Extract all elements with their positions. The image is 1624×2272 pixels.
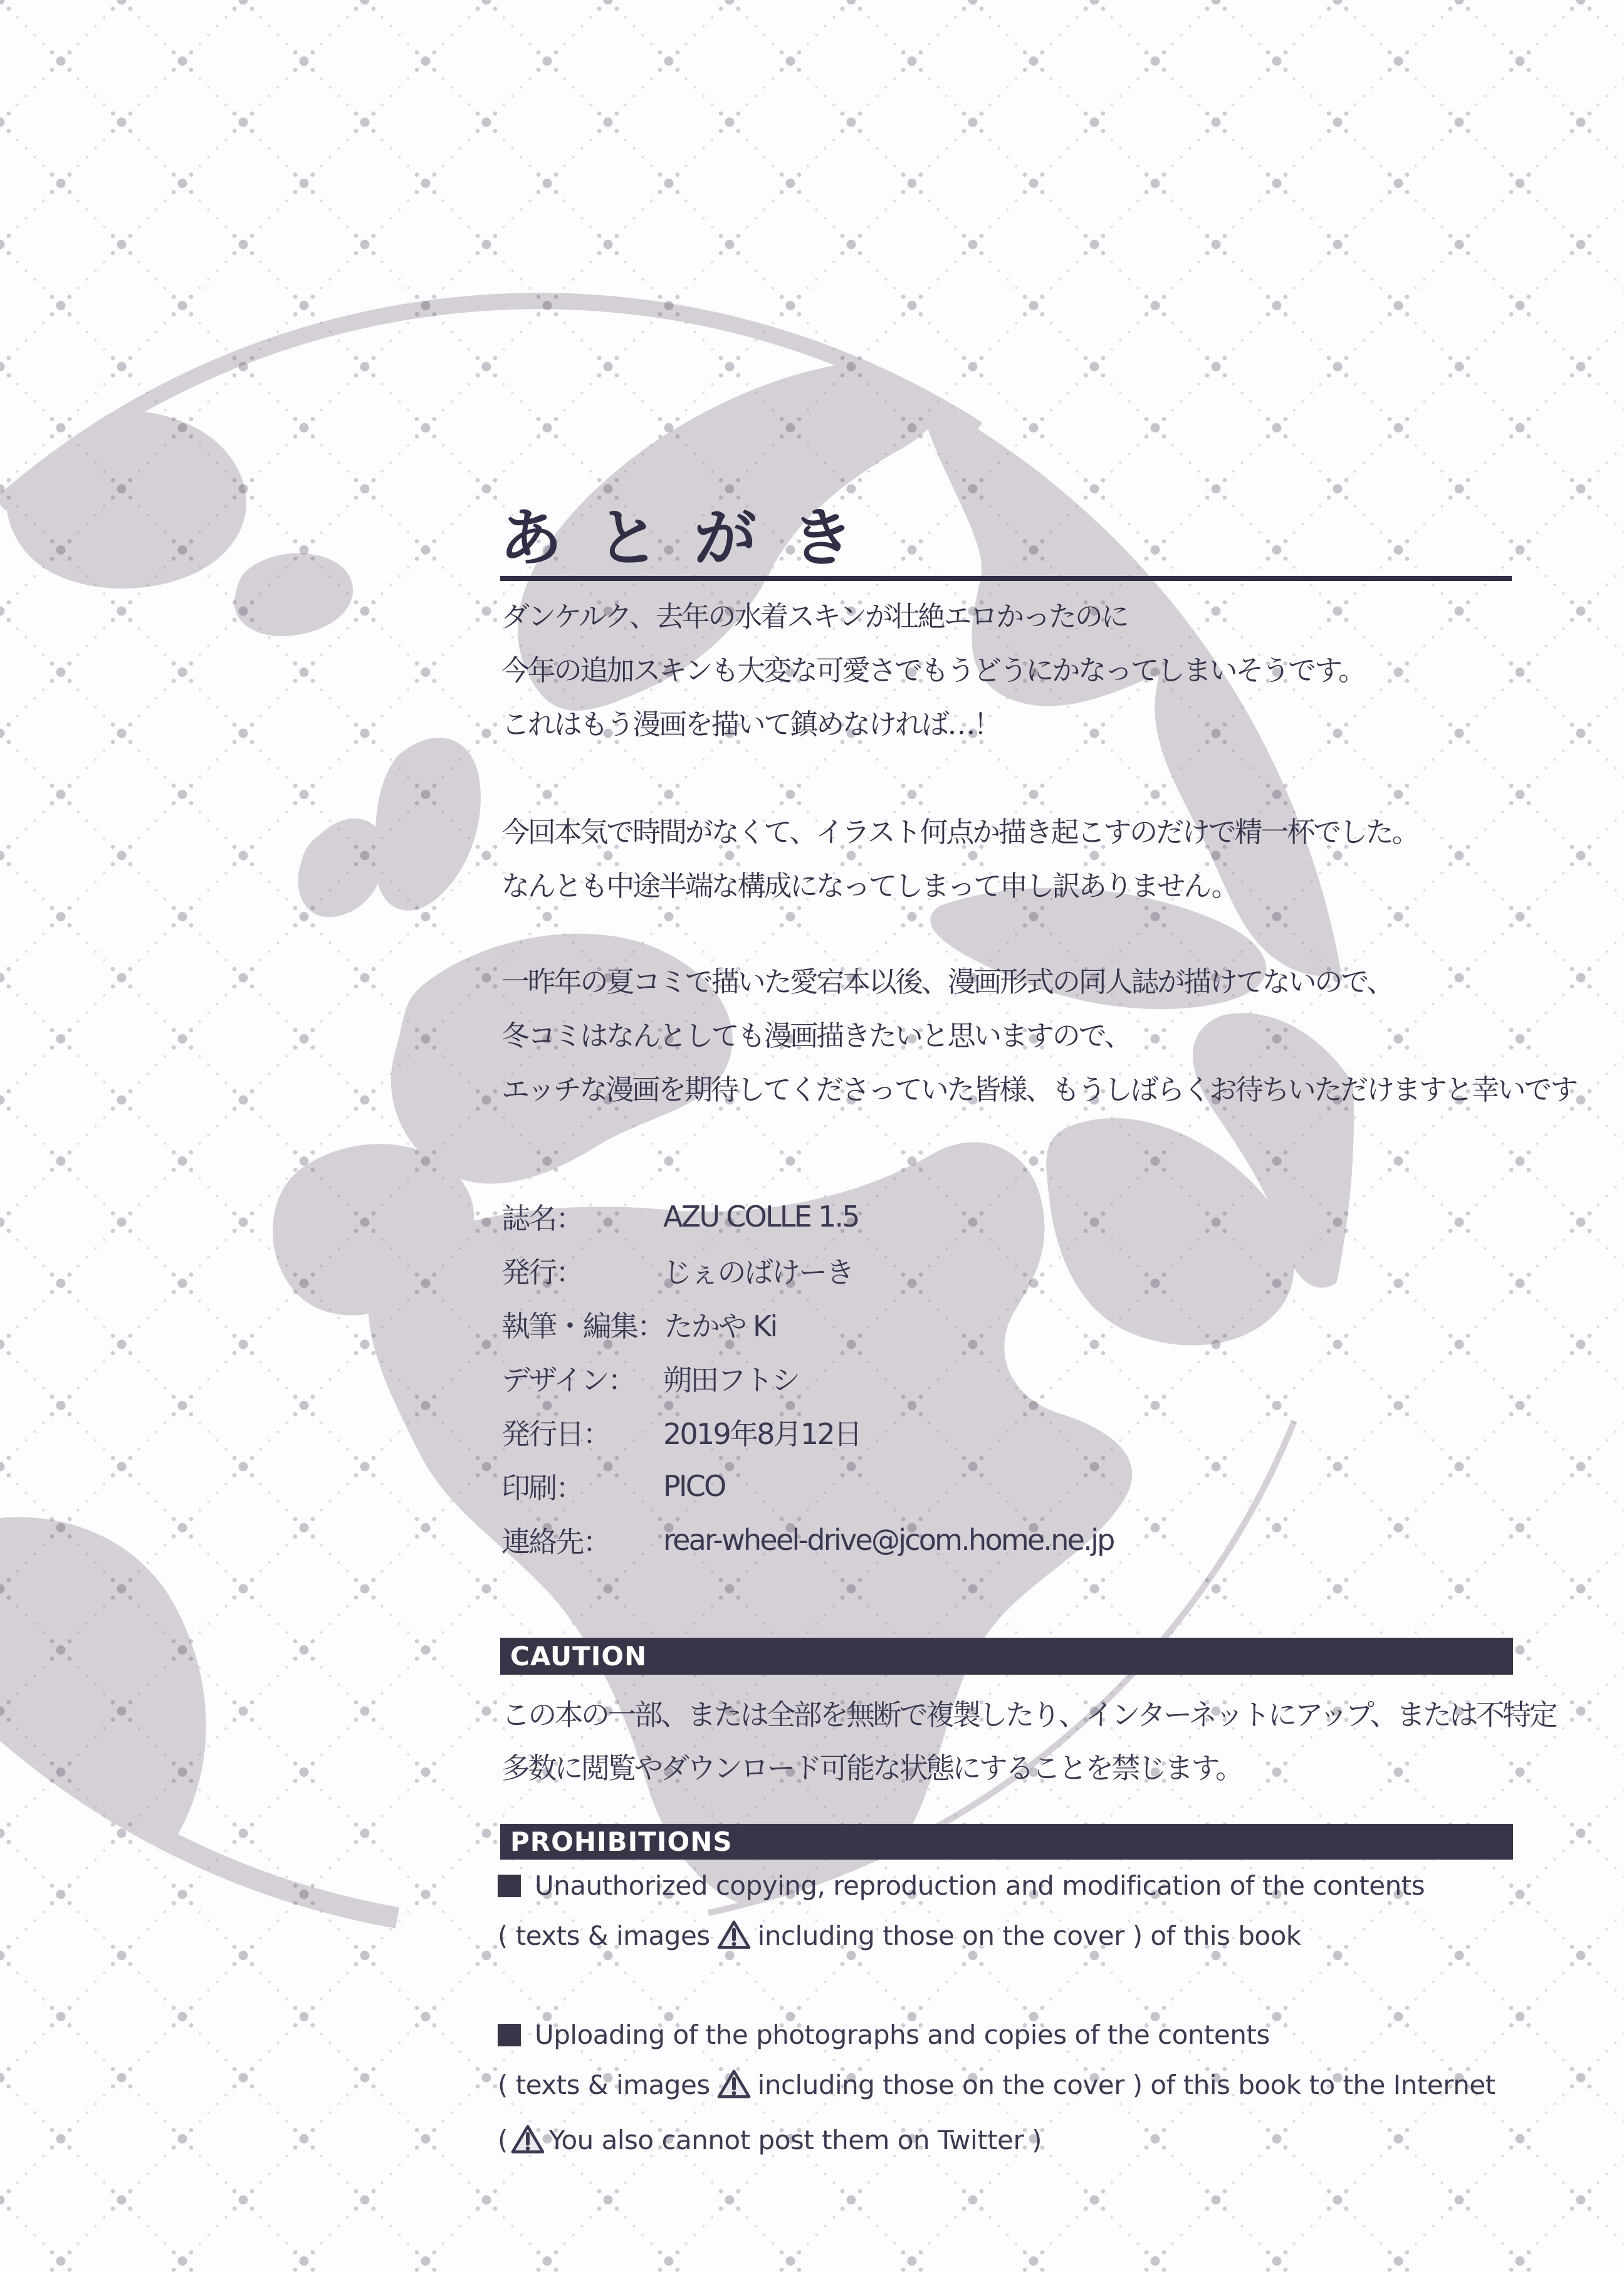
caution-header-label: CAUTION: [510, 1641, 647, 1672]
warning-icon: [716, 1916, 752, 1966]
prohibition-text: You also cannot post them on Twitter ): [548, 2125, 1042, 2155]
colophon-contact-email: rear-wheel-drive@jcom.home.ne.jp: [663, 1523, 1114, 1557]
prohibition-line: [498, 1911, 1425, 1966]
bullet-square-icon: [498, 1875, 521, 1897]
caution-line: 多数に閲覧やダウンロード可能な状態にすることを禁じます。: [501, 1751, 1242, 1785]
prohibition-line: [498, 2060, 1496, 2115]
prohibition-text: ( texts & images: [498, 2070, 710, 2100]
paragraph-line: これはもう漫画を描いて鎮めなければ…！: [501, 708, 1000, 741]
afterword-paragraph-1: [501, 590, 1365, 751]
warning-icon: [510, 2120, 545, 2170]
title-underline: [500, 576, 1512, 581]
colophon-value: AZU COLLE 1.5: [663, 1200, 859, 1233]
page-title: あとがき: [500, 501, 888, 575]
colophon-label: 発行日：: [501, 1417, 610, 1451]
paragraph-line: エッチな漫画を期待してくださっていた皆様、もうしばらくお待ちいただけますと幸いです: [501, 1073, 1576, 1106]
colophon: [501, 1190, 1114, 1567]
colophon-value: PICO: [663, 1469, 725, 1503]
colophon-row-date: [501, 1405, 1114, 1459]
caution-text: [501, 1688, 1556, 1795]
caution-line: この本の一部、または全部を無断で複製したり、インターネットにアップ、または不特定: [501, 1698, 1556, 1732]
prohibition-text: Unauthorized copying, reproduction and modification of the contents: [535, 1870, 1425, 1901]
colophon-label: 連絡先：: [501, 1525, 610, 1559]
paragraph-line: 今年の追加スキンも大変な可愛さでもうどうにかなってしまいそうです。: [501, 654, 1365, 687]
colophon-row-title: [501, 1190, 1114, 1243]
paragraph-line: 冬コミはなんとしても漫画描きたいと思いますので、: [501, 1019, 1131, 1052]
afterword-paragraph-3: [501, 955, 1576, 1117]
prohibitions-header-label: PROHIBITIONS: [510, 1826, 733, 1857]
colophon-row-contact: [501, 1513, 1114, 1567]
colophon-value: 2019年8月12日: [663, 1417, 861, 1451]
colophon-row-design: [501, 1351, 1114, 1405]
colophon-row-author: [501, 1297, 1114, 1351]
prohibition-text: including those on the cover ) of this book: [757, 1920, 1301, 1951]
paragraph-line: なんとも中途半端な構成になってしまって申し訳ありません。: [501, 869, 1238, 903]
prohibition-text: ( texts & images: [498, 1920, 710, 1951]
prohibitions-header-bar: [500, 1824, 1513, 1860]
colophon-row-printer: [501, 1459, 1114, 1513]
colophon-label: 発行：: [501, 1255, 583, 1289]
colophon-label: デザイン：: [501, 1363, 635, 1397]
colophon-value: じぇのばけーき: [663, 1255, 853, 1289]
caution-header-bar: [500, 1638, 1513, 1675]
paragraph-line: 今回本気で時間がなくて、イラスト何点か描き起こすのだけで精一杯でした。: [501, 815, 1418, 849]
prohibition-item-1: [498, 1861, 1425, 1966]
prohibition-line: [498, 2115, 1496, 2170]
prohibition-line: [498, 2010, 1496, 2060]
bullet-square-icon: [498, 2024, 521, 2046]
prohibition-text: Uploading of the photographs and copies of the contents: [535, 2019, 1270, 2050]
colophon-label: 執筆・編集：: [501, 1309, 664, 1343]
warning-icon: [716, 2065, 752, 2115]
colophon-row-publisher: [501, 1243, 1114, 1297]
paragraph-line: ダンケルク、去年の水着スキンが壮絶エロかったのに: [501, 600, 1128, 633]
prohibition-text: (: [498, 2125, 508, 2155]
prohibition-text: including those on the cover ) of this book to the Internet: [757, 2070, 1496, 2100]
colophon-label: 誌名：: [501, 1201, 583, 1235]
colophon-label: 印刷：: [501, 1471, 583, 1505]
prohibition-item-2: [498, 2010, 1496, 2170]
paragraph-line: 一昨年の夏コミで描いた愛宕本以後、漫画形式の同人誌が描けてないので、: [501, 965, 1393, 998]
prohibition-line: [498, 1861, 1425, 1911]
colophon-value: たかや Ki: [664, 1309, 777, 1343]
colophon-value: 朔田フトシ: [663, 1363, 799, 1397]
afterword-paragraph-2: [501, 805, 1418, 913]
